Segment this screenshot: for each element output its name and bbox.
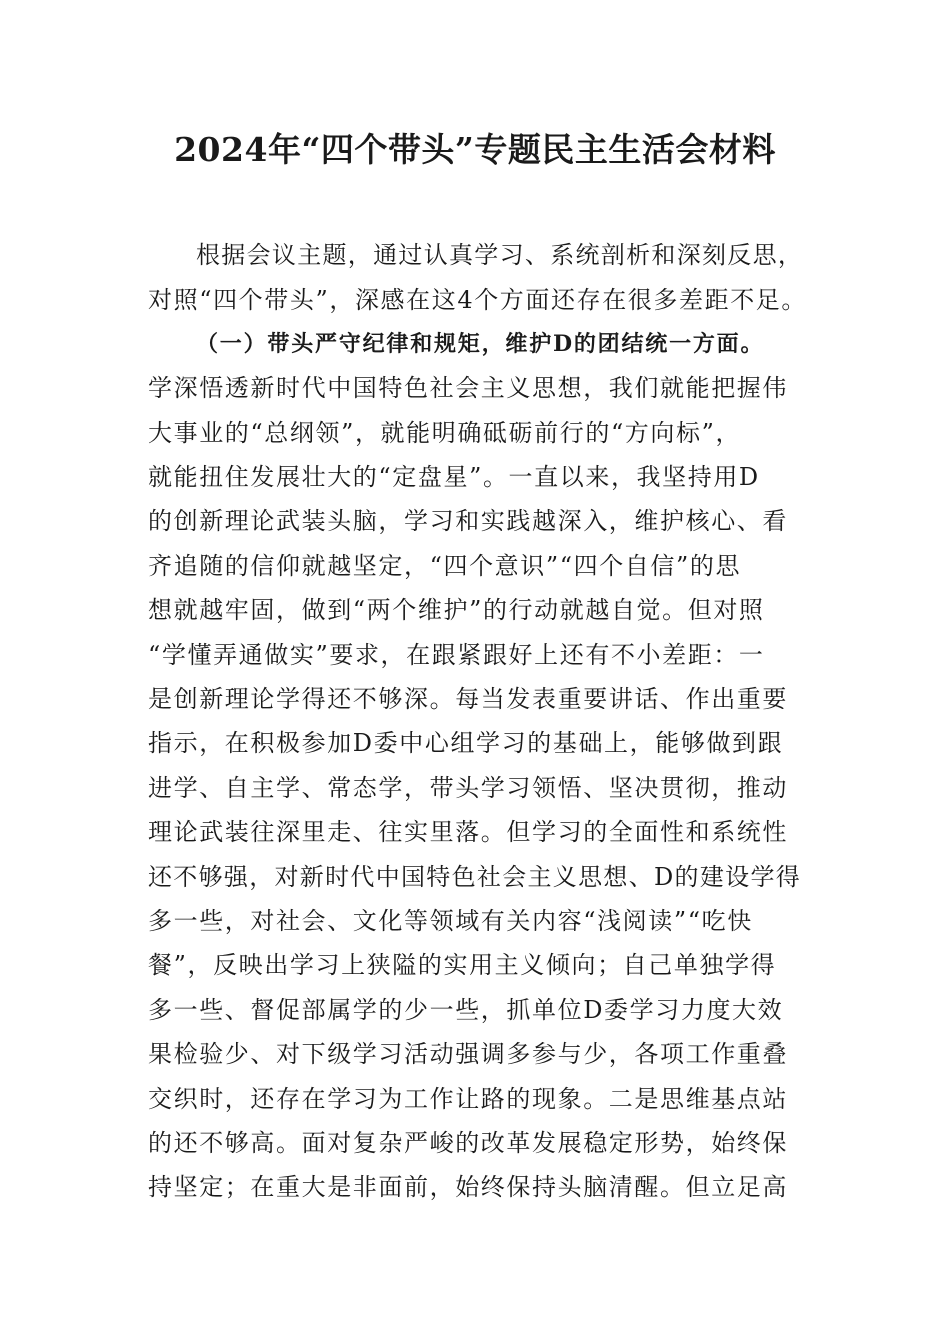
paragraph-line: 多一些、督促部属学的少一些，抓单位D委学习力度大效 — [148, 996, 784, 1024]
paragraph-line: 餐”，反映出学习上狭隘的实用主义倾向；自己单独学得 — [148, 951, 777, 979]
document-title: 2024年“四个带头”专题民主生活会材料 — [174, 130, 776, 169]
paragraph-line: 理论武装往深里走、往实里落。但学习的全面性和系统性 — [148, 818, 788, 846]
paragraph-line: “学懂弄通做实”要求，在跟紧跟好上还有不小差距：一 — [148, 641, 765, 669]
paragraph-line: 齐追随的信仰就越坚定，“四个意识”“四个自信”的思 — [148, 552, 742, 580]
paragraph-line: 还不够强，对新时代中国特色社会主义思想、D的建设学得 — [148, 863, 802, 891]
paragraph-line: 对照“四个带头”，深感在这4个方面还存在很多差距不足。 — [148, 286, 808, 314]
section-heading: （一）带头严守纪律和规矩，维护D的团结统一方面。 — [196, 331, 765, 357]
paragraph-line: 指示，在积极参加D委中心组学习的基础上，能够做到跟 — [148, 729, 784, 757]
paragraph-line: 的还不够高。面对复杂严峻的改革发展稳定形势，始终保 — [148, 1129, 788, 1157]
paragraph-line: 就能扭住发展壮大的“定盘星”。一直以来，我坚持用D — [148, 463, 760, 491]
paragraph-line: 学深悟透新时代中国特色社会主义思想，我们就能把握伟 — [148, 374, 788, 402]
paragraph-line: 多一些，对社会、文化等领域有关内容“浅阅读”“吃快 — [148, 907, 753, 935]
paragraph-line: 果检验少、对下级学习活动强调多参与少，各项工作重叠 — [148, 1040, 788, 1068]
paragraph-line: 是创新理论学得还不够深。每当发表重要讲话、作出重要 — [148, 685, 788, 713]
paragraph-line: 根据会议主题，通过认真学习、系统剖析和深刻反思， — [196, 241, 804, 269]
paragraph-line: 持坚定；在重大是非面前，始终保持头脑清醒。但立足高 — [148, 1173, 788, 1201]
paragraph-line: 想就越牢固，做到“两个维护”的行动就越自觉。但对照 — [148, 596, 765, 624]
paragraph-line: 大事业的“总纲领”，就能明确砥砺前行的“方向标”， — [148, 419, 742, 447]
paragraph-line: 的创新理论武装头脑，学习和实践越深入，维护核心、看 — [148, 507, 788, 535]
paragraph-line: 进学、自主学、常态学，带头学习领悟、坚决贯彻，推动 — [148, 774, 788, 802]
paragraph-line: 交织时，还存在学习为工作让路的现象。二是思维基点站 — [148, 1085, 788, 1113]
